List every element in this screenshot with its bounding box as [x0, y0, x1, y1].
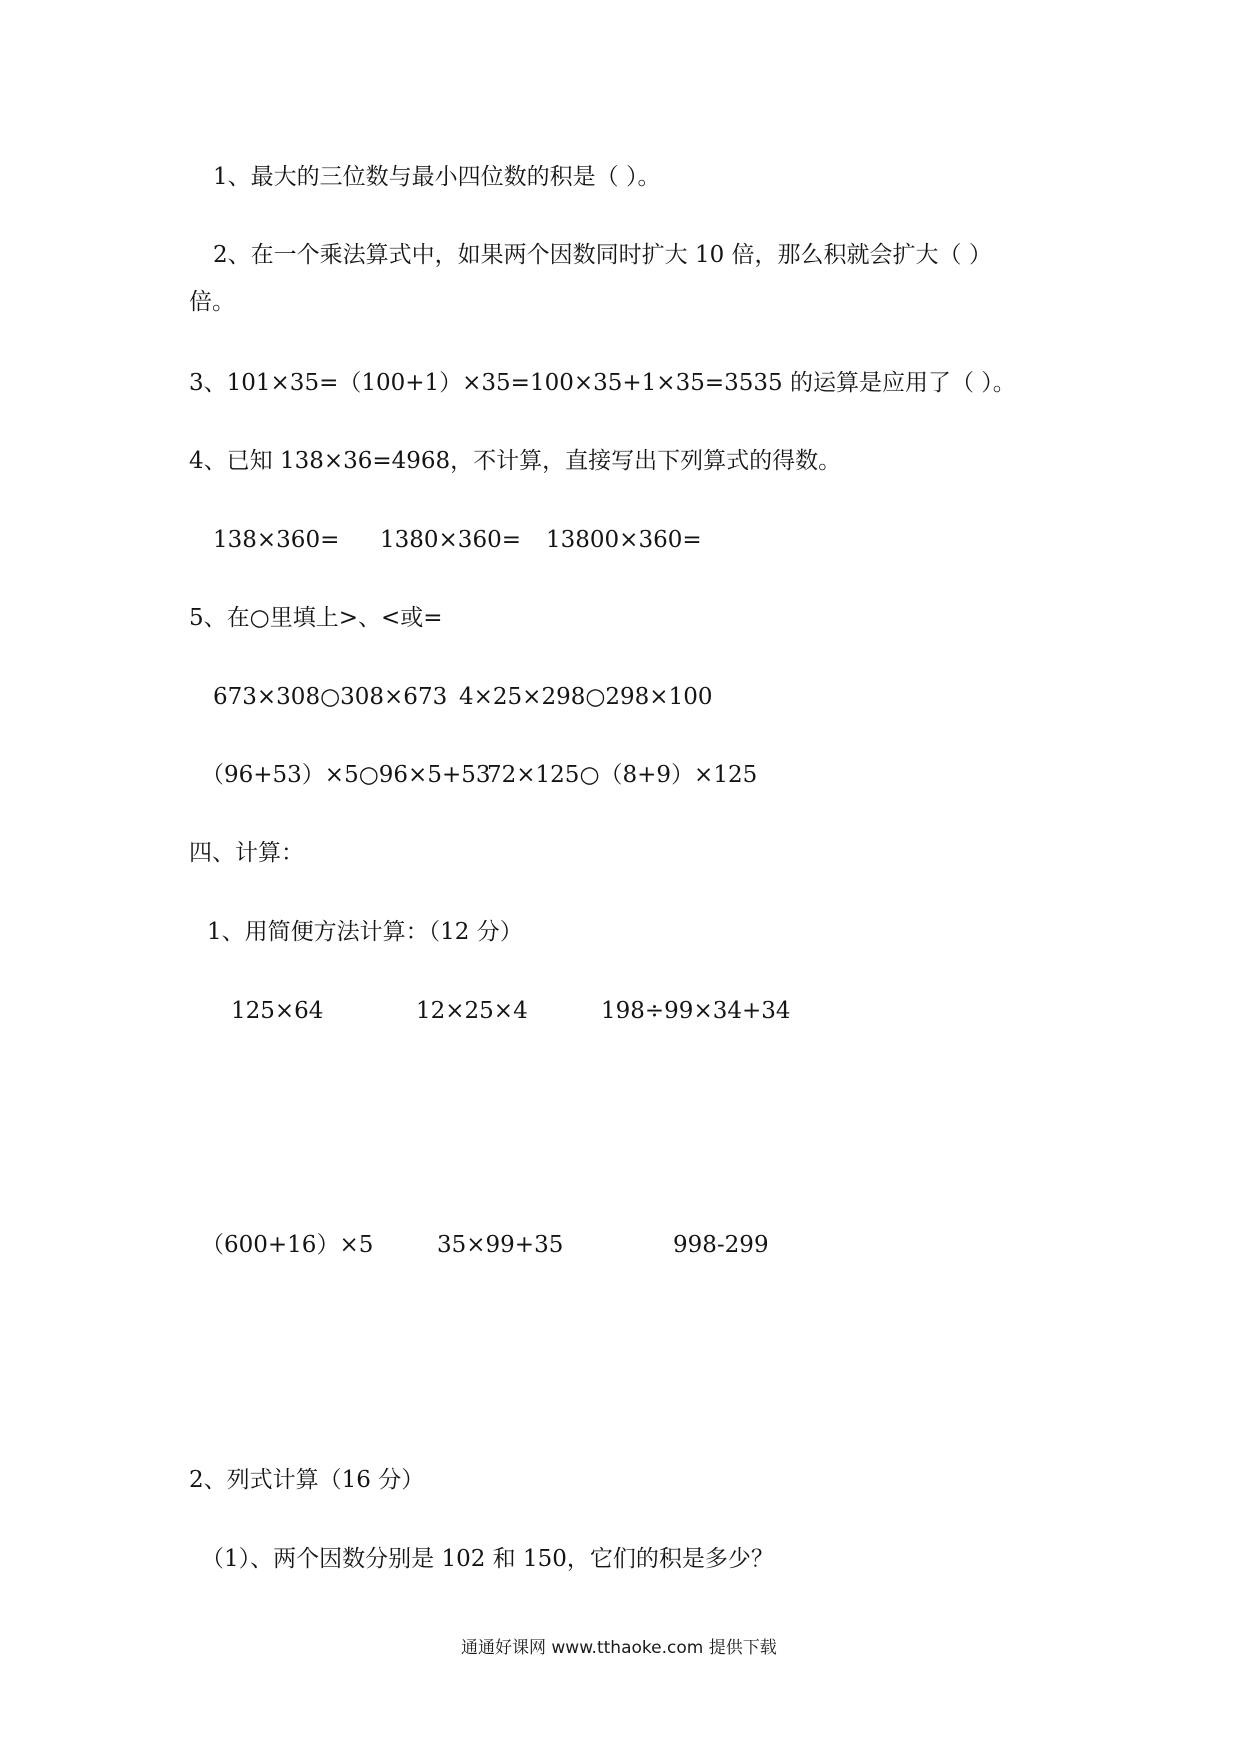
question-5-item-1: 673×308○308×673 [213, 684, 448, 710]
calc-part-2-title: 2、列式计算（16 分） [189, 1467, 425, 1493]
calc-item-1: 125×64 [231, 998, 324, 1024]
question-1: 1、最大的三位数与最小四位数的积是（ ）。 [213, 164, 661, 190]
question-4: 4、已知 138×36=4968，不计算，直接写出下列算式的得数。 [189, 448, 842, 474]
calc-item-6: 998-299 [673, 1232, 769, 1258]
question-5-item-2: 4×25×298○298×100 [459, 684, 713, 710]
calc-item-5: 35×99+35 [437, 1232, 564, 1258]
calc-part-2-question-1: （1）、两个因数分别是 102 和 150，它们的积是多少？ [201, 1546, 774, 1572]
calc-part-1-title: 1、用简便方法计算：（12 分） [207, 919, 523, 945]
question-5: 5、在○里填上>、<或= [189, 605, 443, 631]
calc-item-4: （600+16）×5 [201, 1232, 374, 1258]
calc-item-3: 198÷99×34+34 [601, 998, 791, 1024]
section-4-heading: 四、计算： [189, 840, 304, 866]
question-4-item-2: 1380×360= [380, 527, 521, 553]
calc-item-2: 12×25×4 [416, 998, 528, 1024]
question-3: 3、101×35=（100+1）×35=100×35+1×35=3535 的运算是应用了（ ）。 [189, 370, 1016, 396]
question-4-item-3: 13800×360= [546, 527, 702, 553]
question-5-item-3: （96+53）×5○96×5+53 [201, 762, 491, 788]
page-footer: 通通好课网 www.tthaoke.com 提供下载 [461, 1638, 777, 1658]
question-4-item-1: 138×360= [213, 527, 340, 553]
question-5-item-4: 72×125○（8+9）×125 [487, 762, 758, 788]
question-2-line-1: 2、在一个乘法算式中，如果两个因数同时扩大 10 倍，那么积就会扩大（ ） [213, 242, 992, 268]
question-2-line-2: 倍。 [189, 289, 235, 315]
